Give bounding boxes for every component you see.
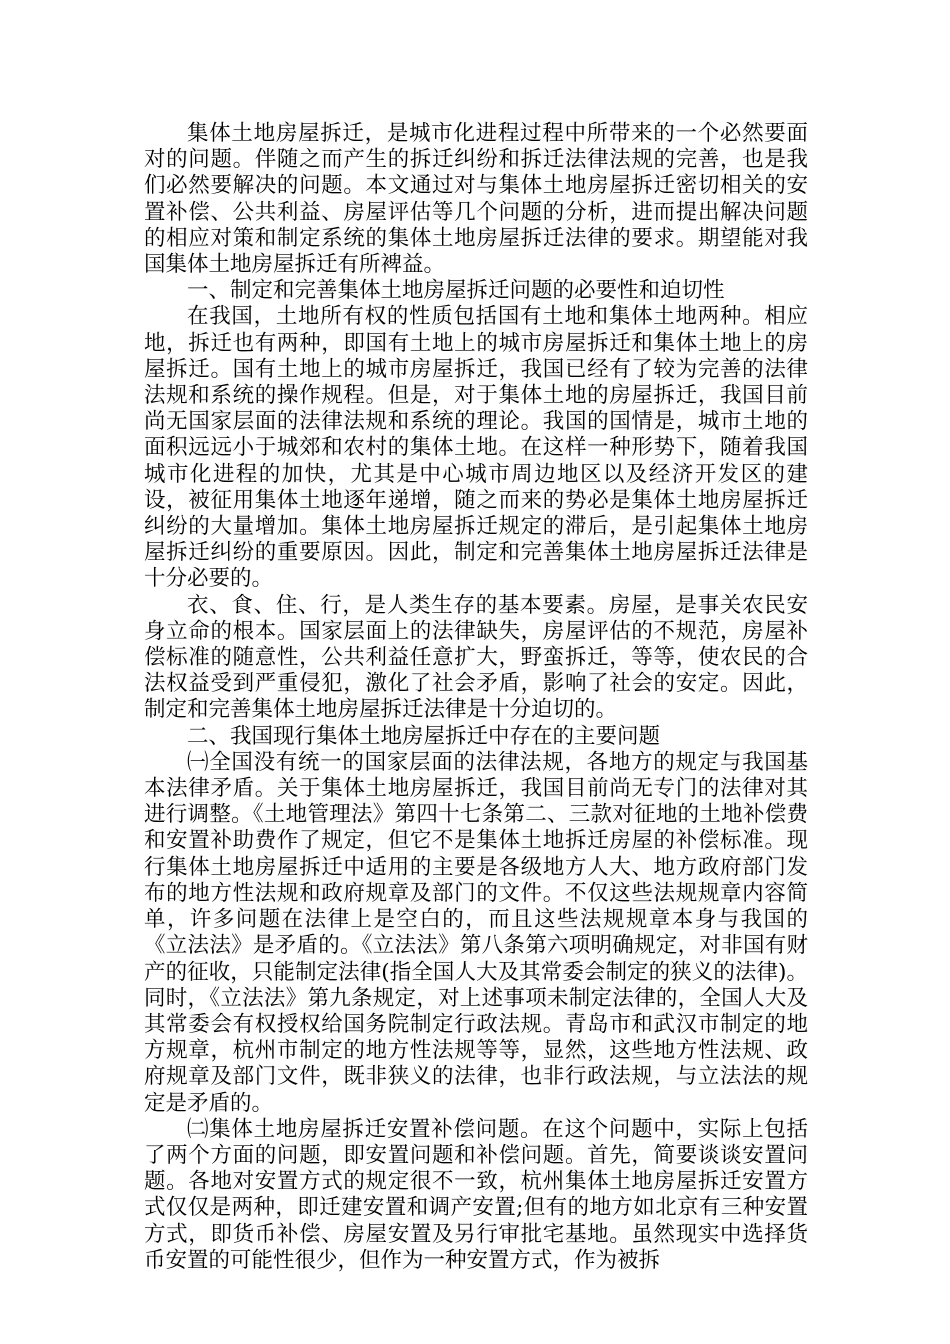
- intro-paragraph: 集体土地房屋拆迁，是城市化进程过程中所带来的一个必然要面对的问题。伴随之而产生的拆迁纠纷和拆迁法律法规的完善，也是我们必然要解决的问题。本文通过对与集体土地房屋拆迁密切相关的安置补偿、公共利益、房屋评估等几个问题的分析，进而提出解决问题的相应对策和制定系统的集体土地房屋拆迁法律的要求。期望能对我国集体土地房屋拆迁有所裨益。: [144, 121, 808, 278]
- document-page: [144, 121, 808, 1274]
- section-heading-1: 一、制定和完善集体土地房屋拆迁问题的必要性和迫切性: [187, 278, 725, 304]
- body-paragraph: 衣、食、住、行，是人类生存的基本要素。房屋，是事关农民安身立命的根本。国家层面上的法律缺失，房屋评估的不规范，房屋补偿标准的随意性，公共利益任意扩大，野蛮拆迁，等等，使农民的合法权益受到严重侵犯，激化了社会矛盾，影响了社会的安定。因此，制定和完善集体土地房屋拆迁法律是十分迫切的。: [144, 592, 808, 723]
- body-paragraph: ㈡集体土地房屋拆迁安置补偿问题。在这个问题中，实际上包括了两个方面的问题，即安置问题和补偿问题。首先，简要谈谈安置问题。各地对安置方式的规定很不一致，杭州集体土地房屋拆迁安置方式仅仅是两种，即迁建安置和调产安置;但有的地方如北京有三种安置方式，即货币补偿、房屋安置及另行审批宅基地。虽然现实中选择货币安置的可能性很少，但作为一种安置方式，作为被拆: [144, 1116, 808, 1273]
- body-paragraph: 在我国，土地所有权的性质包括国有土地和集体土地两种。相应地，拆迁也有两种，即国有土地上的城市房屋拆迁和集体土地上的房屋拆迁。国有土地上的城市房屋拆迁，我国已经有了较为完善的法律法规和系统的操作规程。但是，对于集体土地的房屋拆迁，我国目前尚无国家层面的法律法规和系统的理论。我国的国情是，城市土地的面积远远小于城郊和农村的集体土地。在这样一种形势下，随着我国城市化进程的加快，尤其是中心城市周边地区以及经济开发区的建设，被征用集体土地逐年递增，随之而来的势必是集体土地房屋拆迁纠纷的大量增加。集体土地房屋拆迁规定的滞后，是引起集体土地房屋拆迁纠纷的重要原因。因此，制定和完善集体土地房屋拆迁法律是十分必要的。: [144, 304, 808, 592]
- body-paragraph: ㈠全国没有统一的国家层面的法律法规，各地方的规定与我国基本法律矛盾。关于集体土地房屋拆迁，我国目前尚无专门的法律对其进行调整。《土地管理法》第四十七条第二、三款对征地的土地补偿费和安置补助费作了规定，但它不是集体土地拆迁房屋的补偿标准。现行集体土地房屋拆迁中适用的主要是各级地方人大、地方政府部门发布的地方性法规和政府规章及部门的文件。不仅这些法规规章内容简单，许多问题在法律上是空白的，而且这些法规规章本身与我国的《立法法》是矛盾的。《立法法》第八条第六项明确规定，对非国有财产的征收，只能制定法律(指全国人大及其常委会制定的狭义的法律)。同时，《立法法》第九条规定，对上述事项未制定法律的，全国人大及其常委会有权授权给国务院制定行政法规。青岛市和武汉市制定的地方规章，杭州市制定的地方性法规等等，显然，这些地方性法规、政府规章及部门文件，既非狭义的法律，也非行政法规，与立法法的规定是矛盾的。: [144, 749, 808, 1116]
- section-heading-2: 二、我国现行集体土地房屋拆迁中存在的主要问题: [187, 723, 661, 749]
